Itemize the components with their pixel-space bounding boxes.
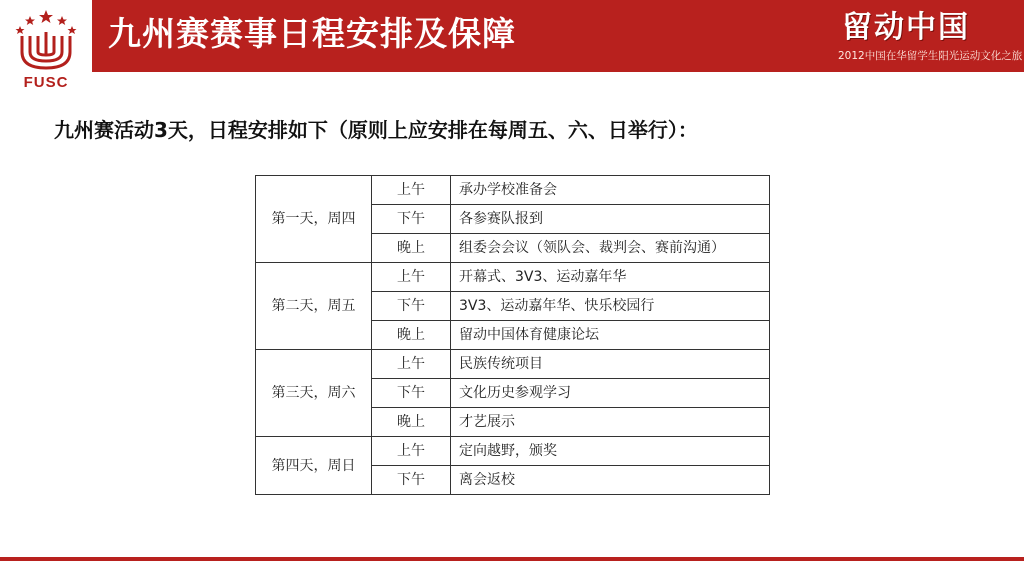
footer-divider xyxy=(0,557,1024,561)
logo-text: FUSC xyxy=(23,74,69,91)
activity-cell: 定向越野，颁奖 xyxy=(451,437,770,466)
activity-cell: 离会返校 xyxy=(451,466,770,495)
day-cell: 第四天，周日 xyxy=(256,437,372,495)
activity-cell: 留动中国体育健康论坛 xyxy=(451,321,770,350)
time-slot-cell: 下午 xyxy=(372,205,451,234)
table-row xyxy=(256,350,770,379)
fusc-logo xyxy=(0,0,92,100)
intro-text: 九州赛活动3天，日程安排如下（原则上应安排在每周五、六、日举行）： xyxy=(54,118,698,142)
table-row xyxy=(256,437,770,466)
time-slot-cell: 上午 xyxy=(372,176,451,205)
day-cell: 第三天，周六 xyxy=(256,350,372,437)
time-slot-cell: 下午 xyxy=(372,466,451,495)
brand-sub-text: 2012中国在华留学生阳光运动文化之旅 xyxy=(838,50,1023,62)
time-slot-cell: 晚上 xyxy=(372,408,451,437)
time-slot-cell: 下午 xyxy=(372,292,451,321)
activity-cell: 承办学校准备会 xyxy=(451,176,770,205)
activity-cell: 民族传统项目 xyxy=(451,350,770,379)
time-slot-cell: 下午 xyxy=(372,379,451,408)
activity-cell: 开幕式、3V3、运动嘉年华 xyxy=(451,263,770,292)
schedule-table xyxy=(255,175,770,495)
brand-main-text: 留动中国 xyxy=(842,10,970,45)
header xyxy=(0,0,1024,91)
table-row xyxy=(256,176,770,205)
activity-cell: 各参赛队报到 xyxy=(451,205,770,234)
page-title: 九州赛赛事日程安排及保障 xyxy=(108,14,516,53)
table-row xyxy=(256,263,770,292)
day-cell: 第二天，周五 xyxy=(256,263,372,350)
activity-cell: 才艺展示 xyxy=(451,408,770,437)
time-slot-cell: 上午 xyxy=(372,437,451,466)
brand-logo xyxy=(836,6,1024,68)
activity-cell: 文化历史参观学习 xyxy=(451,379,770,408)
time-slot-cell: 晚上 xyxy=(372,234,451,263)
activity-cell: 组委会会议（领队会、裁判会、赛前沟通） xyxy=(451,234,770,263)
day-cell: 第一天，周四 xyxy=(256,176,372,263)
time-slot-cell: 晚上 xyxy=(372,321,451,350)
time-slot-cell: 上午 xyxy=(372,350,451,379)
fusc-emblem-icon xyxy=(12,8,80,72)
activity-cell: 3V3、运动嘉年华、快乐校园行 xyxy=(451,292,770,321)
time-slot-cell: 上午 xyxy=(372,263,451,292)
